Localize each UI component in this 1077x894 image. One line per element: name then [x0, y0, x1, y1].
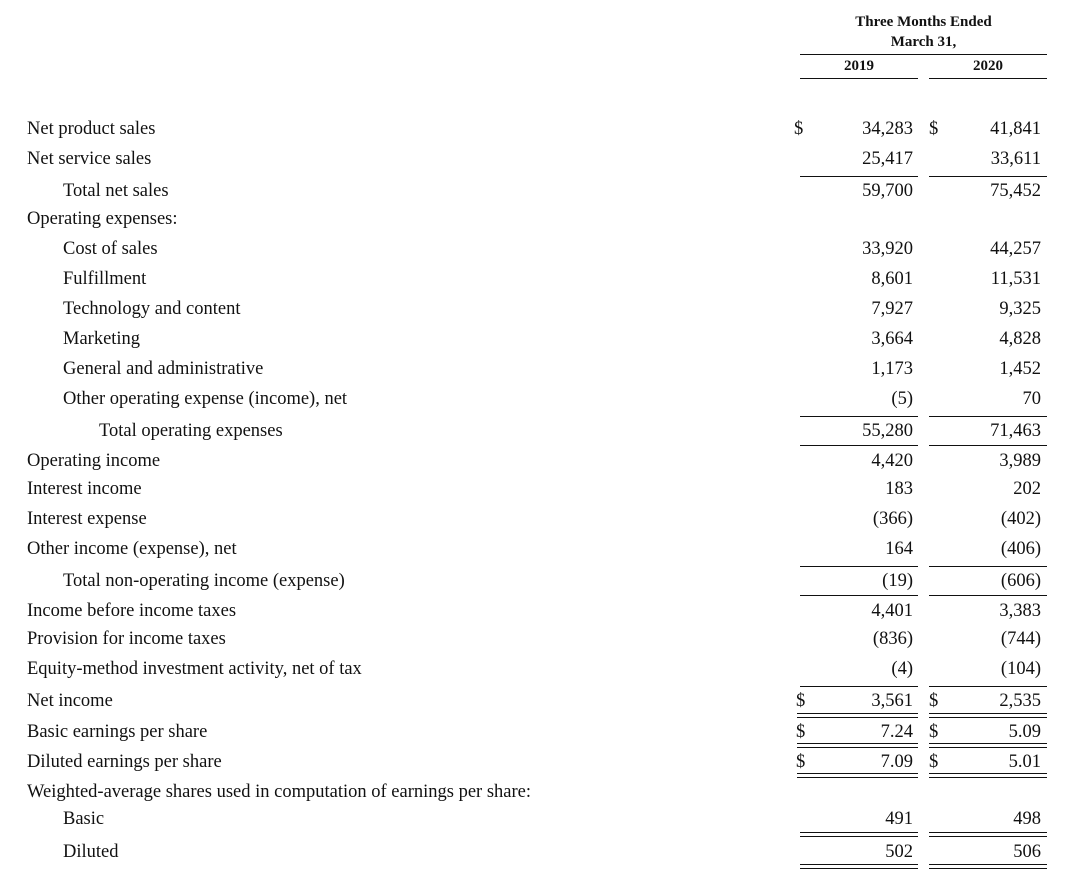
row-label: Other income (expense), net	[27, 539, 237, 559]
total-double-rule	[797, 713, 918, 718]
value-2020: 1,452	[999, 359, 1041, 379]
value-2019: 33,920	[862, 239, 913, 259]
row-label: Total non-operating income (expense)	[63, 571, 345, 591]
value-2020: 506	[1013, 842, 1041, 862]
row-label: Other operating expense (income), net	[63, 389, 348, 409]
value-2020: 5.09	[1008, 722, 1041, 742]
total-double-rule	[929, 832, 1047, 837]
total-double-rule	[797, 773, 918, 778]
value-2019: 7,927	[871, 299, 913, 319]
row-label: Total operating expenses	[99, 421, 283, 441]
row-label: Net income	[27, 691, 113, 711]
dollar-sign: $	[796, 691, 806, 711]
subtotal-rule	[800, 595, 918, 596]
value-2020: 75,452	[990, 181, 1041, 201]
header-rule	[800, 54, 1047, 55]
row-label: Equity-method investment activity, net of tax	[27, 659, 362, 679]
year-rule-2019	[800, 78, 918, 79]
subtotal-rule	[800, 686, 918, 687]
section-label: Weighted-average shares used in computation of earnings per share:	[27, 782, 531, 802]
value-2020: 5.01	[1008, 752, 1041, 772]
value-2019: 4,401	[871, 601, 913, 621]
year-rule-2020	[929, 78, 1047, 79]
value-2020: 202	[1013, 479, 1041, 499]
subtotal-rule	[929, 566, 1047, 567]
dollar-sign: $	[929, 691, 939, 711]
total-double-rule	[800, 832, 918, 837]
value-2020: 44,257	[990, 239, 1041, 259]
value-2019: 8,601	[871, 269, 913, 289]
row-label: Net service sales	[27, 149, 152, 169]
total-double-rule	[929, 743, 1047, 748]
value-2019: 59,700	[862, 181, 913, 201]
row-label: Diluted earnings per share	[27, 752, 222, 772]
row-label: Interest expense	[27, 509, 147, 529]
value-2020: (744)	[1000, 629, 1041, 649]
subtotal-rule	[929, 445, 1047, 446]
value-2019: (366)	[872, 509, 913, 529]
subtotal-rule	[929, 176, 1047, 177]
dollar-sign: $	[796, 722, 806, 742]
period-header-title: Three Months Ended	[855, 14, 992, 30]
value-2020: 41,841	[990, 119, 1041, 139]
row-label: General and administrative	[63, 359, 264, 379]
row-label: Basic	[63, 809, 105, 829]
subtotal-rule	[929, 595, 1047, 596]
total-double-rule	[929, 773, 1047, 778]
value-2019: 502	[885, 842, 913, 862]
value-2019: (19)	[882, 571, 913, 591]
subtotal-rule	[929, 416, 1047, 417]
value-2020: (104)	[1000, 659, 1041, 679]
value-2020: 9,325	[999, 299, 1041, 319]
row-label: Interest income	[27, 479, 142, 499]
total-double-rule	[929, 713, 1047, 718]
row-label: Operating income	[27, 451, 161, 471]
row-label: Diluted	[63, 842, 119, 862]
value-2019: 183	[885, 479, 913, 499]
row-label: Marketing	[63, 329, 141, 349]
dollar-sign: $	[929, 752, 939, 772]
row-label: Cost of sales	[63, 239, 158, 259]
value-2020: 71,463	[990, 421, 1041, 441]
value-2019: 3,664	[871, 329, 913, 349]
subtotal-rule	[800, 416, 918, 417]
value-2019: 4,420	[871, 451, 913, 471]
row-label: Income before income taxes	[27, 601, 237, 621]
subtotal-rule	[800, 566, 918, 567]
subtotal-rule	[800, 176, 918, 177]
year-header-2020: 2020	[973, 58, 1003, 74]
value-2019: 25,417	[862, 149, 913, 169]
row-label: Basic earnings per share	[27, 722, 208, 742]
total-double-rule	[800, 864, 918, 869]
year-header-2019: 2019	[844, 58, 874, 74]
value-2019: (5)	[891, 389, 913, 409]
value-2020: (406)	[1000, 539, 1041, 559]
row-label: Provision for income taxes	[27, 629, 226, 649]
value-2020: (606)	[1000, 571, 1041, 591]
value-2019: 3,561	[871, 691, 913, 711]
period-header-subtitle: March 31,	[890, 34, 957, 50]
row-label: Fulfillment	[63, 269, 147, 289]
value-2020: (402)	[1000, 509, 1041, 529]
dollar-sign: $	[929, 722, 939, 742]
total-double-rule	[797, 743, 918, 748]
dollar-sign: $	[796, 752, 806, 772]
value-2020: 33,611	[990, 149, 1041, 169]
value-2019: (836)	[872, 629, 913, 649]
value-2020: 2,535	[999, 691, 1041, 711]
dollar-sign: $	[929, 119, 939, 139]
value-2019: 1,173	[871, 359, 913, 379]
value-2020: 4,828	[999, 329, 1041, 349]
section-label: Operating expenses:	[27, 209, 178, 229]
row-label: Technology and content	[63, 299, 241, 319]
value-2019: 7.09	[880, 752, 913, 772]
row-label: Total net sales	[63, 181, 169, 201]
value-2020: 70	[1022, 389, 1041, 409]
subtotal-rule	[929, 686, 1047, 687]
value-2019: (4)	[891, 659, 913, 679]
dollar-sign: $	[794, 119, 804, 139]
value-2019: 164	[885, 539, 913, 559]
subtotal-rule	[800, 445, 918, 446]
value-2019: 34,283	[862, 119, 913, 139]
total-double-rule	[929, 864, 1047, 869]
value-2019: 55,280	[862, 421, 913, 441]
value-2020: 498	[1013, 809, 1041, 829]
value-2019: 491	[885, 809, 913, 829]
value-2020: 3,383	[999, 601, 1041, 621]
value-2020: 3,989	[999, 451, 1041, 471]
value-2019: 7.24	[880, 722, 913, 742]
value-2020: 11,531	[990, 269, 1041, 289]
row-label: Net product sales	[27, 119, 156, 139]
